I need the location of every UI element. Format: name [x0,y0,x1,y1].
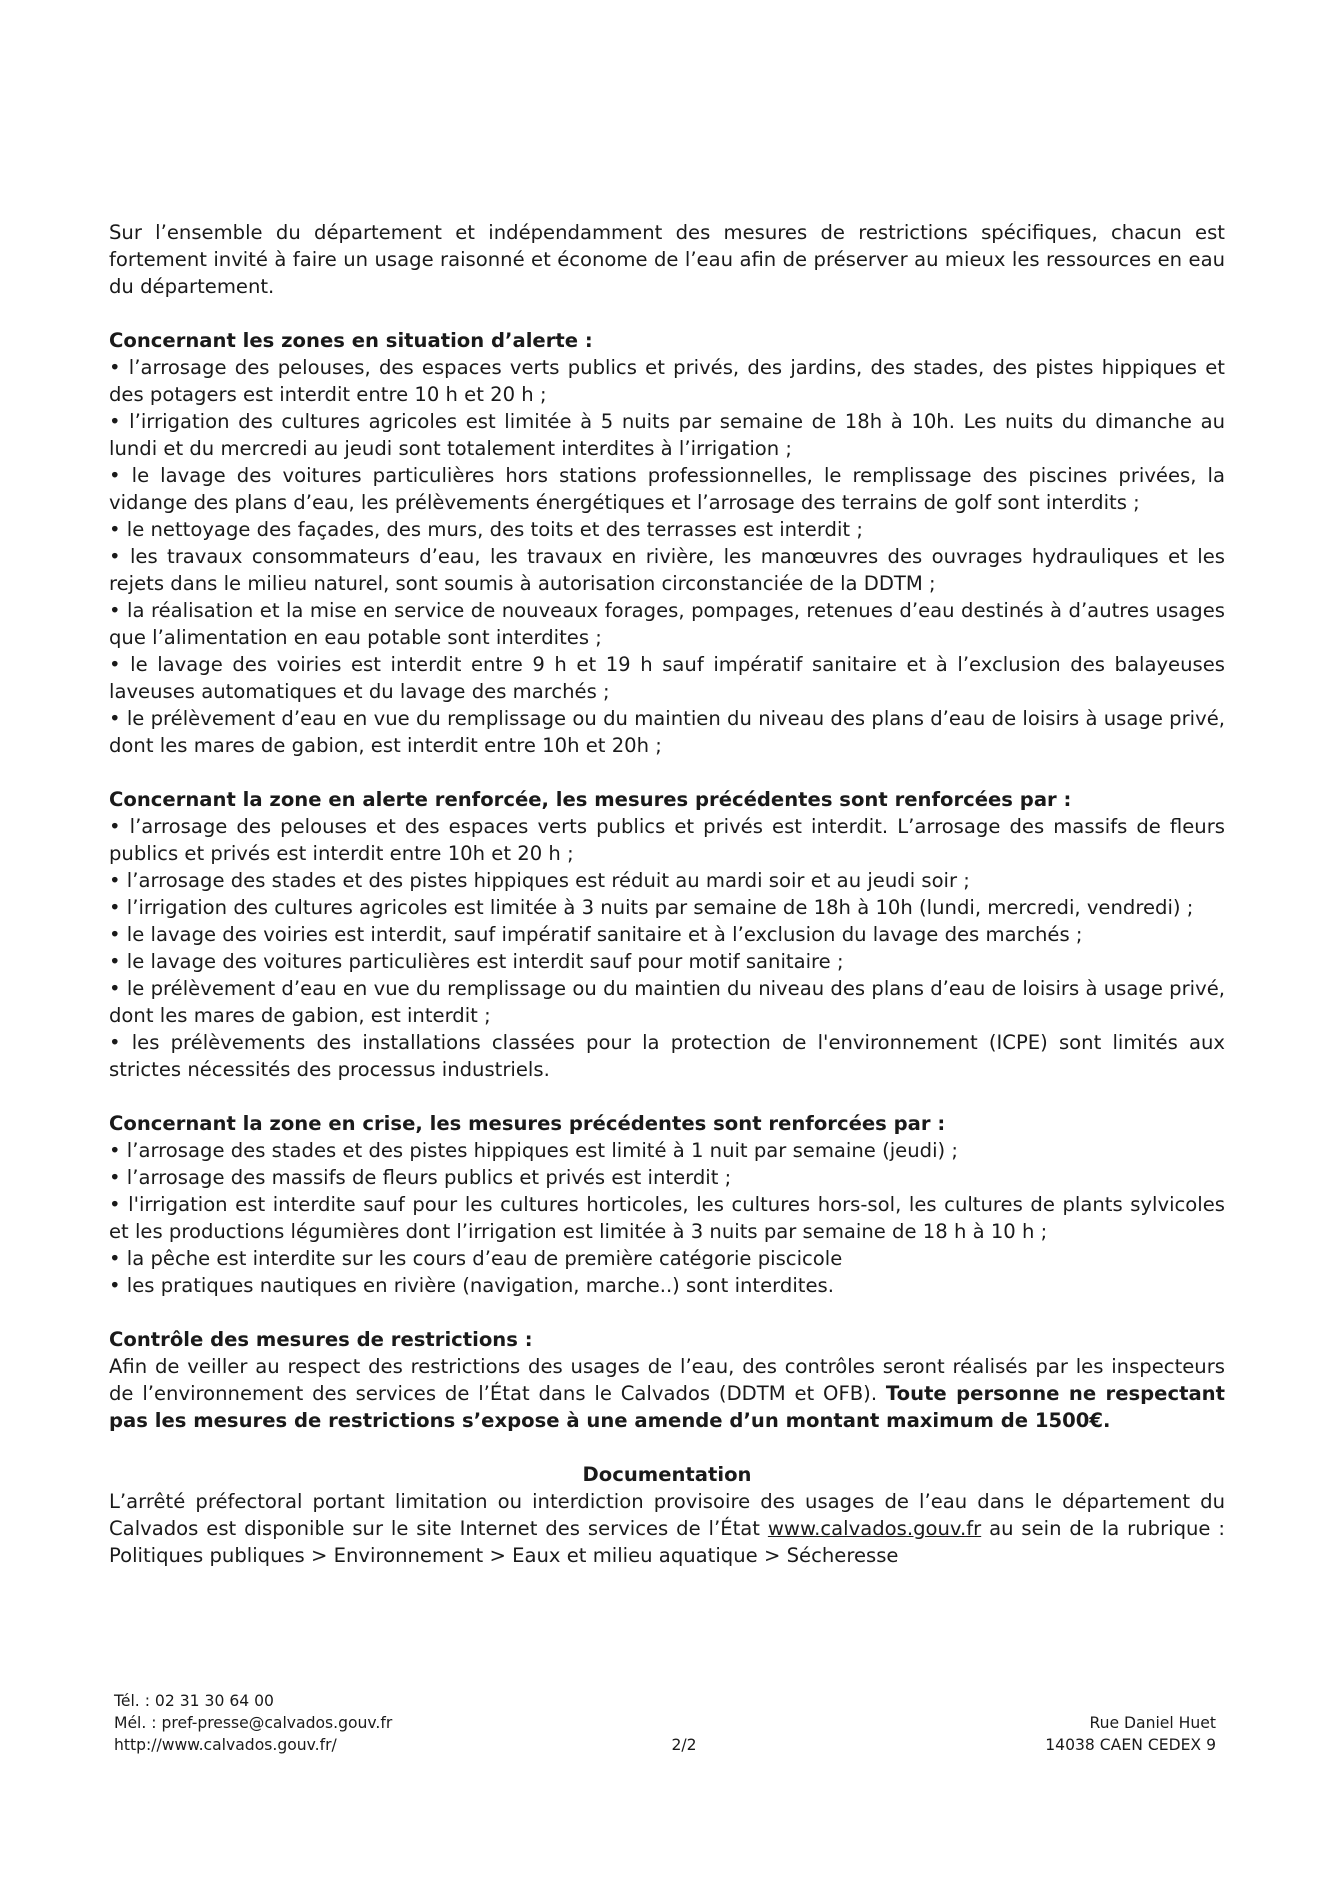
footer-city: 14038 CAEN CEDEX 9 [1045,1736,1216,1754]
list-item: • l'irrigation est interdite sauf pour les cultures horticoles, les cultures hors-sol, les cultures de plants sylvicoles et les productions légumières dont l’irrigation est limitée à 3 nuits par semaine de 18 h à 10 h ; [109,1193,1225,1243]
list-item: • les prélèvements des installations classées pour la protection de l'environnement (ICPE) sont limités aux strictes nécessités des processus industriels. [109,1031,1225,1081]
documentation-paragraph [109,1488,1225,1569]
list-item: • l’arrosage des pelouses, des espaces verts publics et privés, des jardins, des stades, des pistes hippiques et des potagers est interdit entre 10 h et 20 h ; [109,356,1225,406]
spacer [109,759,1225,786]
list-item: • le prélèvement d’eau en vue du remplissage ou du maintien du niveau des plans d’eau de loisirs à usage privé, dont les mares de gabion, est interdit ; [109,977,1225,1027]
footer-street: Rue Daniel Huet [1089,1714,1216,1732]
calvados-website-link[interactable]: www.calvados.gouv.fr [767,1517,982,1540]
documentation-text: L’arrêté préfectoral portant limitation ou interdiction provisoire des usages de l’eau dans le département du Calvados est disponible sur le site Internet des services de l’État [109,1490,1225,1540]
section-controle [109,1326,1225,1434]
section-alerte-renforcee [109,786,1225,1083]
list-item: • le lavage des voiries est interdit entre 9 h et 19 h sauf impératif sanitaire et à l’exclusion des balayeuses laveuses automatiques et du lavage des marchés ; [109,653,1225,703]
controle-paragraph [109,1353,1225,1434]
section-heading-crise: Concernant la zone en crise, les mesures précédentes sont renforcées par : [109,1112,946,1135]
list-item: • l’arrosage des stades et des pistes hippiques est limité à 1 nuit par semaine (jeudi) ; [109,1139,958,1162]
list-item: • l’arrosage des pelouses et des espaces verts publics et privés est interdit. L’arrosage des massifs de fleurs publics et privés est interdit entre 10h et 20 h ; [109,815,1225,865]
section-heading-controle: Contrôle des mesures de restrictions : [109,1328,533,1351]
list-item: • la pêche est interdite sur les cours d’eau de première catégorie piscicole [109,1247,843,1270]
section-heading-renforcee: Concernant la zone en alerte renforcée, les mesures précédentes sont renforcées par : [109,788,1072,811]
list-item: • l’irrigation des cultures agricoles est limitée à 5 nuits par semaine de 18h à 10h. Les nuits du dimanche au lundi et du mercredi au jeudi sont totalement interdites à l’irrigation ; [109,410,1225,460]
spacer [109,300,1225,327]
list-item: • l’arrosage des massifs de fleurs publics et privés est interdit ; [109,1166,732,1189]
page-number: 2/2 [671,1736,697,1754]
section-crise [109,1110,1225,1299]
footer-contact [114,1690,392,1756]
footer-website: http://www.calvados.gouv.fr/ [114,1736,337,1754]
controle-text: Afin de veiller au respect des restrictions des usages de l’eau, des contrôles seront réalisés par les inspecteurs de l’environnement des services de l’État dans le Calvados (DDTM et OFB). [109,1355,1225,1405]
footer-address [1045,1712,1216,1756]
spacer [109,1083,1225,1110]
documentation-title: Documentation [582,1463,752,1486]
list-item: • l’irrigation des cultures agricoles est limitée à 3 nuits par semaine de 18h à 10h (lundi, mercredi, vendredi) ; [109,896,1194,919]
list-item: • l’arrosage des stades et des pistes hippiques est réduit au mardi soir et au jeudi soir ; [109,869,970,892]
spacer [109,1299,1225,1326]
list-item: • les travaux consommateurs d’eau, les travaux en rivière, les manœuvres des ouvrages hydrauliques et les rejets dans le milieu naturel, sont soumis à autorisation circonstanciée de la DDTM ; [109,545,1225,595]
footer-email: Mél. : pref-presse@calvados.gouv.fr [114,1714,393,1732]
list-item: • le lavage des voiries est interdit, sauf impératif sanitaire et à l’exclusion du lavage des marchés ; [109,923,1083,946]
controle-warning: Toute personne ne respectant pas les mesures de restrictions s’expose à une amende d’un montant maximum de 1500€. [109,1382,1225,1432]
list-item: • les pratiques nautiques en rivière (navigation, marche..) sont interdites. [109,1274,834,1297]
section-heading-alerte: Concernant les zones en situation d’alerte : [109,329,593,352]
list-item: • le prélèvement d’eau en vue du remplissage ou du maintien du niveau des plans d’eau de loisirs à usage privé, dont les mares de gabion, est interdit entre 10h et 20h ; [109,707,1225,757]
list-item: • la réalisation et la mise en service de nouveaux forages, pompages, retenues d’eau destinés à d’autres usages que l’alimentation en eau potable sont interdites ; [109,599,1225,649]
document-body [109,219,1225,1569]
documentation-text-after: au sein de la rubrique : Politiques publiques > Environnement > Eaux et milieu aquatique > Sécheresse [109,1517,1225,1567]
footer-phone: Tél. : 02 31 30 64 00 [114,1692,274,1710]
section-alerte [109,327,1225,759]
section-documentation [109,1461,1225,1569]
spacer [109,1434,1225,1461]
list-item: • le lavage des voitures particulières hors stations professionnelles, le remplissage des piscines privées, la vidange des plans d’eau, les prélèvements énergétiques et l’arrosage des terrains de golf sont interdits ; [109,464,1225,514]
list-item: • le lavage des voitures particulières est interdit sauf pour motif sanitaire ; [109,950,844,973]
intro-paragraph: Sur l’ensemble du département et indépendamment des mesures de restrictions spécifiques, chacun est fortement invité à faire un usage raisonné et économe de l’eau afin de préserver au mieux les ressources en eau du département. [109,221,1225,298]
list-item: • le nettoyage des façades, des murs, des toits et des terrasses est interdit ; [109,518,863,541]
